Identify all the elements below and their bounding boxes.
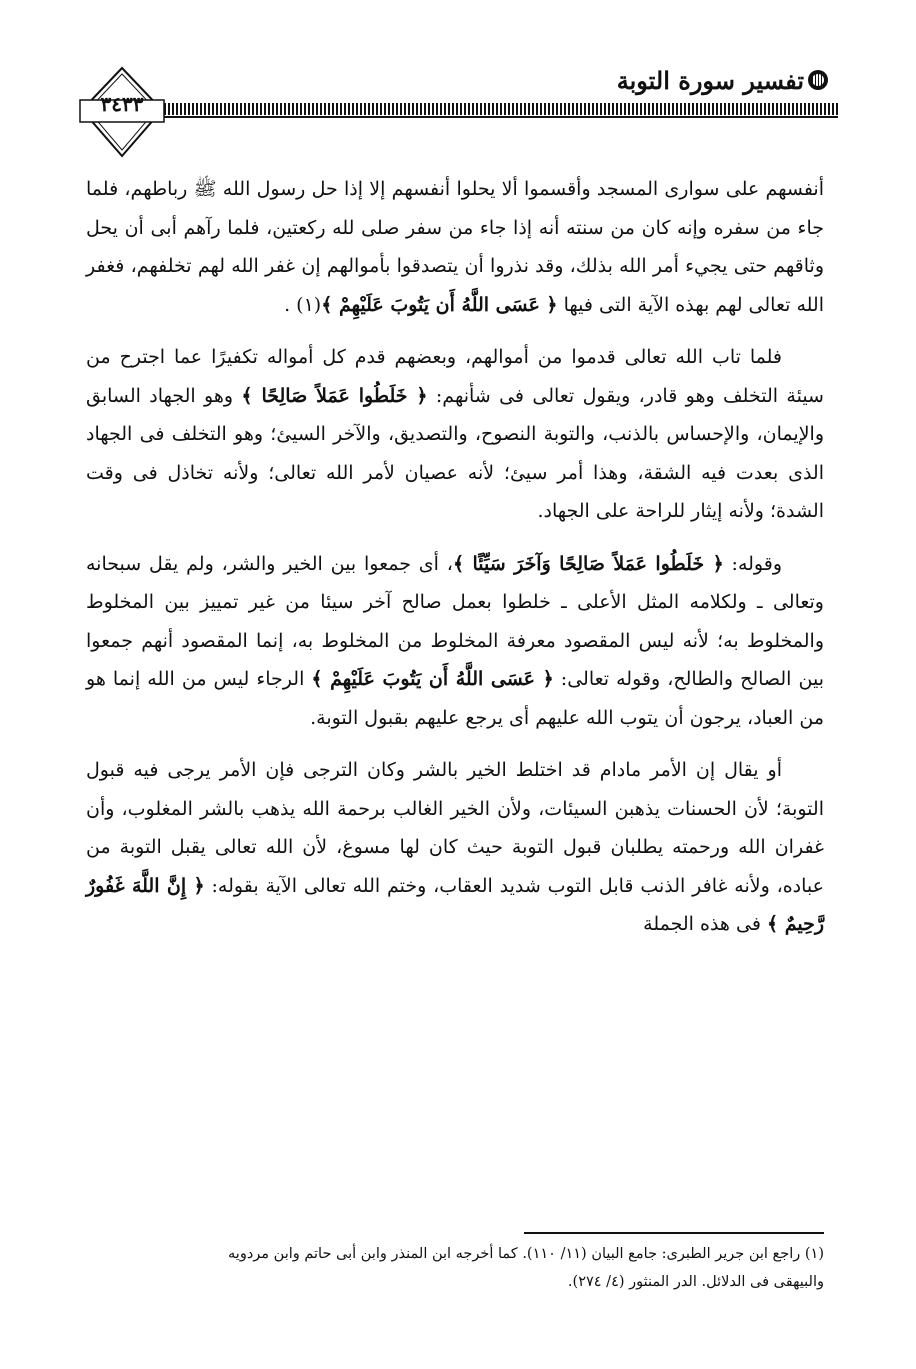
paragraph-1 xyxy=(86,170,824,324)
paragraph-2-text-2: وهو الجهاد السابق والإيمان، والإحساس بالذنب، والتوبة النصوح، والتصديق، والآخر السيئ؛ وهو التخلف فى الجهاد الذى بعدت فيه الشقة، وهذا أمر سيئ؛ لأنه عصيان لأمر الله تعالى؛ ولأنه تخاذل فى وقت الشدة؛ ولأنه إيثار للراحة على الجهاد. xyxy=(86,384,824,522)
paragraph-3-text-3: الرجاء ليس من الله إنما هو من العباد، يرجون أن يتوب الله عليهم أى يرجع عليهم بقبول التوبة. xyxy=(86,668,824,729)
paragraph-2 xyxy=(86,338,824,531)
paragraph-4 xyxy=(86,751,824,944)
paragraph-3 xyxy=(86,545,824,738)
quran-quote: ﴿ إِنَّ اللَّهَ غَفُورٌ رَّحِيمٌ ﴾ xyxy=(86,874,824,935)
paragraph-1-text-1: أنفسهم على سوارى المسجد وأقسموا ألا يحلوا أنفسهم إلا إذا حل رسول الله ﷺ رباطهم، فلما جاء من سفره وإنه كان من سنته أنه إذا جاء من سفر صلى لله ركعتين، فلما رآهم أبى أن يحل وثاقهم حتى يجيء أمر الله بذلك، وقد نذروا أن يتصدقوا بأموالهم إن غفر الله لهم تخلفهم، فغفر الله تعالى لهم بهذه الآية التى فيها xyxy=(86,178,824,316)
footnote-separator xyxy=(524,1232,824,1234)
quran-quote: ﴿ خَلَطُوا عَمَلاً صَالِحًا وَآخَرَ سَيِّئًا ﴾ xyxy=(452,552,724,575)
footnote-line-1: (١) راجع ابن جرير الطبرى: جامع البيان (١١/ ١١٠). كما أخرجه ابن المنذر وابن أبى حاتم وابن مردويه xyxy=(228,1246,824,1262)
header-rule xyxy=(160,103,838,115)
page-header xyxy=(0,0,916,170)
paragraph-4-text-1: أو يقال إن الأمر مادام قد اختلط الخير بالشر وكان الترجى فإن الأمر يرجى فيه قبول التوبة؛ لأن الحسنات يذهبن السيئات، ولأن الخير الغالب برحمة الله يذهب بالشر المغلوب، وأن غفران الله ورحمته يطلبان قبول التوبة حيث كان لها مسوغ، لأن الله تعالى يقبل التوبة من عباده، ولأنه غافر الذنب قابل التوب شديد العقاب، وختم الله تعالى الآية بقوله: xyxy=(86,759,824,897)
paragraph-1-text-2: (١) . xyxy=(284,293,322,316)
page-number: ٣٤٣٣ xyxy=(100,92,144,116)
main-text xyxy=(86,170,824,958)
quran-quote: ﴿ خَلَطُوا عَمَلاً صَالِحًا ﴾ xyxy=(241,384,428,407)
footnotes xyxy=(86,1240,824,1296)
paragraph-2-text-1: فلما تاب الله تعالى قدموا من أموالهم، وبعضهم قدم كل أمواله تكفيرًا عما اجترح من سيئة التخلف وهو قادر، ويقول تعالى فى شأنهم: xyxy=(86,346,824,407)
paragraph-4-text-2: فى هذه الجملة xyxy=(643,913,767,935)
footnote-line-2: والبيهقى فى الدلائل. الدر المنثور (٤/ ٢٧٤). xyxy=(567,1274,824,1290)
title-ornament-icon xyxy=(808,70,828,90)
book-title: تفسير سورة التوبة xyxy=(616,66,804,95)
quran-quote: ﴿ عَسَى اللَّهُ أَن يَتُوبَ عَلَيْهِمْ ﴾ xyxy=(321,293,558,316)
quran-quote: ﴿ عَسَى اللَّهُ أَن يَتُوبَ عَلَيْهِمْ ﴾ xyxy=(311,668,554,690)
paragraph-3-text-2: ، أى جمعوا بين الخير والشر، ولم يقل سبحانه وتعالى ـ ولكلامه المثل الأعلى ـ خلطوا بعمل صالح آخر سيئا من غير تمييز بين المخلوط والمخلوط به؛ لأنه ليس المقصود معرفة المخلوط من المخلوط به، إنما المقصود أنهم جمعوا بين الصالح والطالح، وقوله تعالى: xyxy=(86,552,824,690)
paragraph-3-text-1: وقوله: xyxy=(723,552,782,575)
